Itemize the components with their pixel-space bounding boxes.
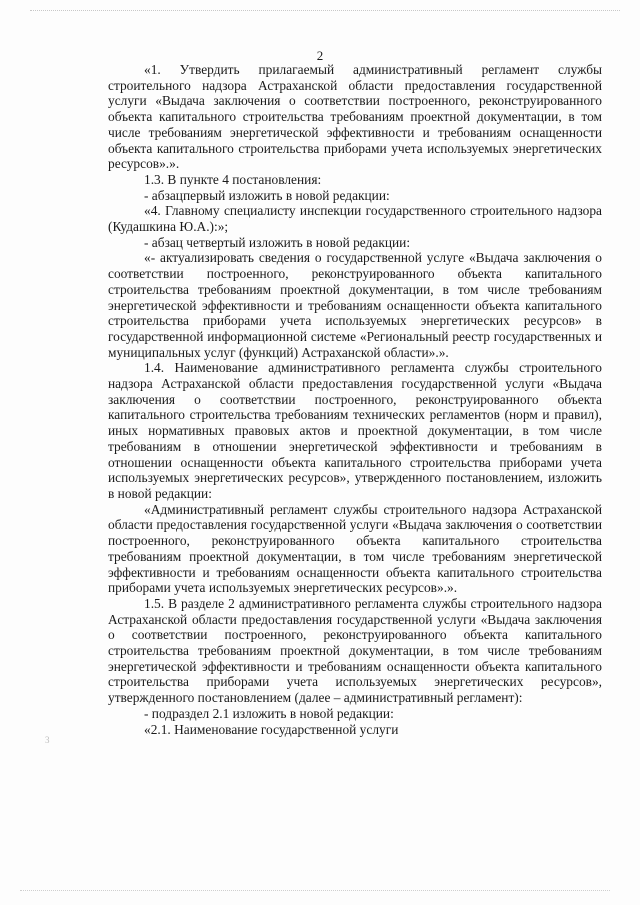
scan-edge-bottom xyxy=(20,890,610,893)
paragraph-11: «2.1. Наименование государственной услуги xyxy=(144,721,399,737)
margin-mark: 3 xyxy=(45,735,50,745)
paragraph-10: - подраздел 2.1 изложить в новой редакции: xyxy=(144,705,394,721)
paragraph-3: - абзацпервый изложить в новой редакции: xyxy=(144,187,390,203)
page-number: 2 xyxy=(316,48,324,63)
document-body xyxy=(108,62,602,737)
paragraph-8: «Административный регламент службы строительного надзора Астраханской области предоставления государственной услуги «Выдача заключения о соответствии построенного, реконструированного объекта капитального строительства требованиям проектной документации, в том числе требованиям энергетической эффективности и требованиям оснащенности объекта капитального строительства приборами учета используемых энергетических ресурсов».». xyxy=(108,501,602,596)
paragraph-5: - абзац четвертый изложить в новой редакции: xyxy=(144,234,411,250)
scan-edge-top xyxy=(30,10,620,13)
paragraph-1: «1. Утвердить прилагаемый административный регламент службы строительного надзора Астраханской области предоставления государственной услуги «Выдача заключения о соответствии построенного, реконструированного объекта капитального строительства требованиям проектной документации, в том числе требованиям энергетической эффективности и требованиям оснащенности объекта капитального строительства приборами учета используемых энергетических ресурсов».». xyxy=(108,62,602,172)
paragraph-9: 1.5. В разделе 2 административного регламента службы строительного надзора Астраханской области предоставления государственной услуги «Выдача заключения о соответствии построенного, реконструированного объекта капитального строительства требованиям проектной документации, в том числе требованиям энергетической эффективности и требованиям оснащенности объекта капитального строительства приборами учета используемых энергетических ресурсов», утвержденного постановлением (далее – административный регламент): xyxy=(108,595,602,706)
paragraph-2: 1.3. В пункте 4 постановления: xyxy=(144,171,322,187)
paragraph-6: «- актуализировать сведения о государственной услуге «Выдача заключения о соответствии построенного, реконструированного объекта капитального строительства требованиям проектной документации, в том числе требованиям энергетической эффективности и требованиям оснащенности объекта капитального строительства приборами учета используемых энергетических ресурсов» в государственной информационной системе «Региональный реестр государственных и муниципальных услуг (функций) Астраханской области».». xyxy=(108,250,602,360)
paragraph-4: «4. Главному специалисту инспекции государственного строительного надзора (Кудашкина Ю.А.):»; xyxy=(108,203,602,235)
paragraph-7: 1.4. Наименование административного регламента службы строительного надзора Астраханской области предоставления государственной услуги «Выдача заключения о соответствии построенного, реконструированного объекта капитального строительства требованиям технических регламентов (норм и правил), иных нормативных правовых актов и проектной документации, в том числе требованиям в отношении энергетической эффективности и требованиям в отношении оснащенности объекта капитального строительства приборами учета используемых энергетических ресурсов», утвержденного постановлением, изложить в новой редакции: xyxy=(108,360,602,501)
